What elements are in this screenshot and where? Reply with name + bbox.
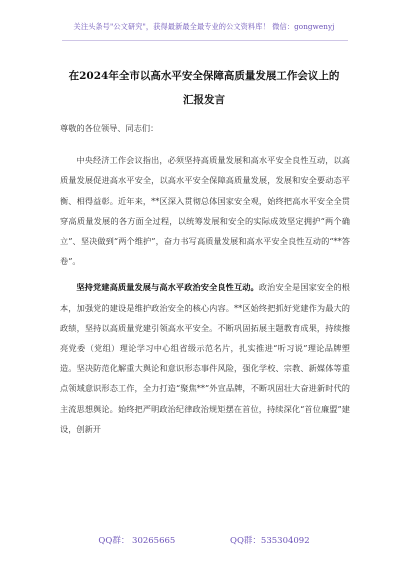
document-title — [0, 64, 408, 112]
greeting: 尊敬的各位领导、同志们： — [60, 123, 159, 133]
title-line-2: 汇报发言 — [183, 94, 225, 106]
paragraph-2-text: 政治安全是国家安全的根本，加强党的建设是维护政治安全的核心内容。**区始终把抓好党建作为最大的政绩，坚持以高质量党建引领高水平安全。不断巩固拓展主题教育成果，持续擦亮党委（党组）理论学习中心组省级示范名片，扎实推进“听习说”理论品牌塑造。坚决防范化解重大舆论和意识形态事件风险，强化学校、宗教、新媒体等重点领域意识形态工作，全力打造“聚焦**”外宣品牌，不断巩固壮大奋进新时代的主流思想舆论。始终把严明政治纪律政治规矩摆在首位，持续深化“首位廉盟”建设，创新开 — [60, 282, 350, 434]
title-line-1: 在2024年全市以高水平安全保障高质量发展工作会议上的 — [68, 70, 340, 82]
paragraph-2 — [60, 277, 350, 439]
document-header-banner — [0, 22, 408, 32]
document-body — [60, 118, 350, 439]
paragraph-1: 中央经济工作会议指出，必须坚持高质量发展和高水平安全良性互动，以高质量发展促进高水平安全，以高水平安全保障高质量发展，发展和安全要动态平衡、相得益彰。近年来，**区深入贯彻总体国家安全观，始终把高水平安全全贯穿高质量发展的各方面全过程，以统筹发展和安全的实际成效坚定拥护“两个确立”、坚决做到“两个维护”，奋力书写高质量发展和高水平安全良性互动的“**答卷”。 — [60, 155, 350, 267]
header-divider — [62, 40, 348, 41]
header-text: 关注头条号"公文研究"，获得最新最全最专业的公文资料库！ 微信：gongwenyj — [73, 22, 335, 31]
footer-qq-group-1: QQ群： 30265665 — [98, 536, 176, 546]
document-footer — [0, 534, 408, 546]
paragraph-2-heading: 坚持党建高质量发展与高水平政治安全良性互动。 — [76, 282, 259, 293]
footer-qq-group-2: QQ群：535304092 — [230, 536, 310, 546]
